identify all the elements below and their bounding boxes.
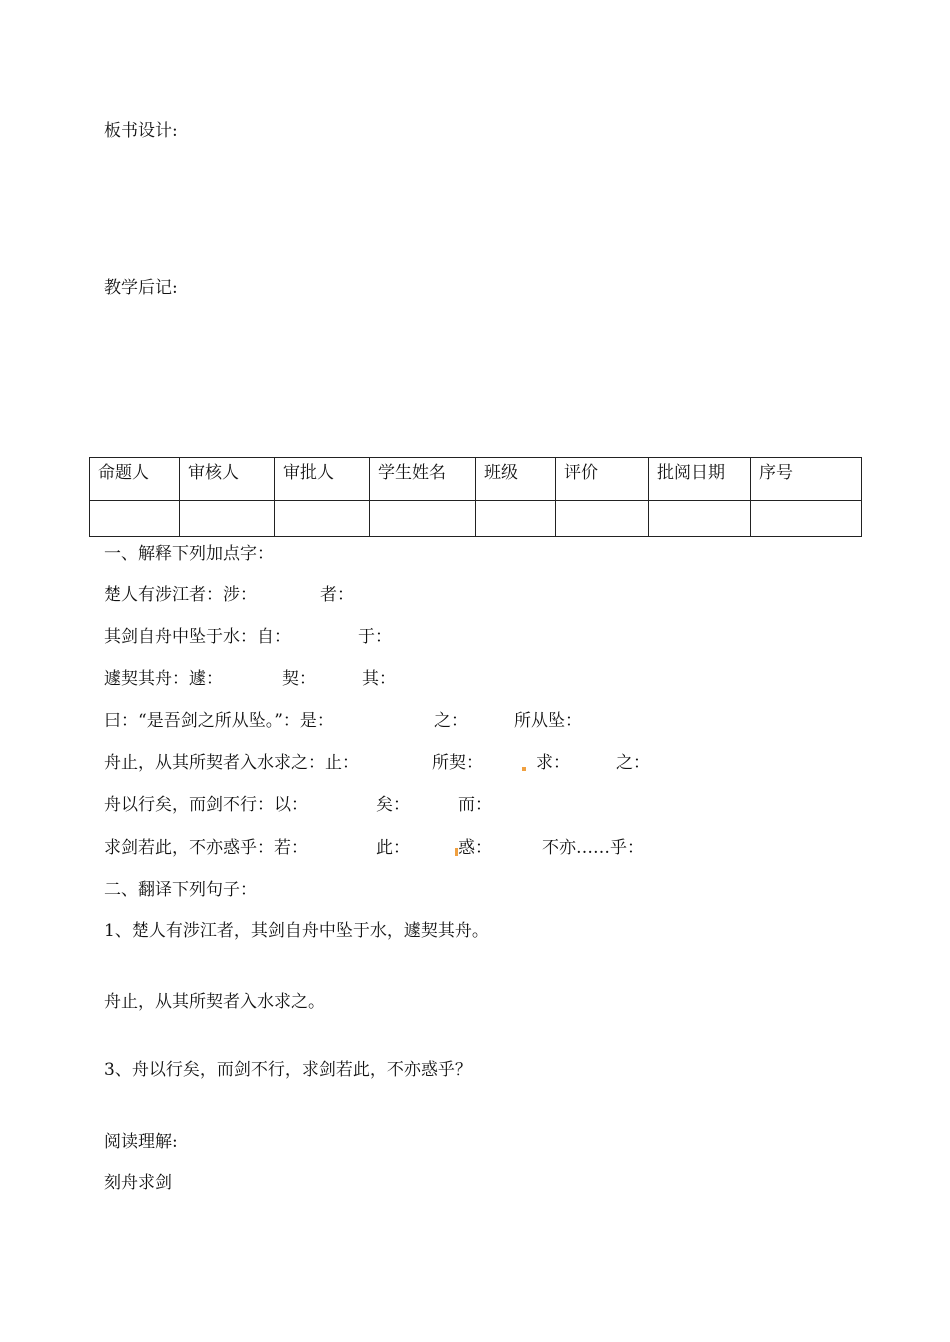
exercise-blank: 者： — [320, 585, 354, 605]
table-header-cell: 批阅日期 — [649, 458, 751, 501]
exercise-prompt: 其剑自舟中坠于水：自： — [104, 627, 291, 647]
exercise-blank: 其： — [362, 669, 396, 689]
approval-table-header-row — [90, 458, 862, 501]
exercise-blank: 所从坠： — [514, 711, 582, 731]
board-design-label: 板书设计: — [104, 121, 178, 141]
table-header-cell: 学生姓名 — [370, 458, 476, 501]
table-header-cell: 审批人 — [275, 458, 370, 501]
translation-sentence: 舟止，从其所契者入水求之。 — [104, 992, 325, 1012]
table-header-cell: 审核人 — [180, 458, 275, 501]
exercise-blank: 惑： — [458, 838, 492, 858]
table-cell[interactable] — [751, 501, 862, 537]
section1-title: 一、解释下列加点字： — [104, 544, 274, 564]
table-cell[interactable] — [275, 501, 370, 537]
exercise-prompt: 遽契其舟：遽： — [104, 669, 223, 689]
table-header-cell: 命题人 — [90, 458, 180, 501]
exercise-blank: 契： — [282, 669, 316, 689]
table-cell[interactable] — [476, 501, 556, 537]
exercise-prompt: 求剑若此，不亦惑乎：若： — [104, 838, 308, 858]
table-header-cell: 评价 — [556, 458, 649, 501]
exercise-blank: 所契： — [432, 753, 483, 773]
exercise-blank: 而： — [458, 795, 492, 815]
exercise-prompt: 舟以行矣，而剑不行：以： — [104, 795, 308, 815]
table-cell[interactable] — [90, 501, 180, 537]
exercise-blank: 矣： — [376, 795, 410, 815]
table-cell[interactable] — [649, 501, 751, 537]
reading-title: 刻舟求剑 — [104, 1173, 172, 1193]
table-header-cell: 班级 — [476, 458, 556, 501]
table-cell[interactable] — [180, 501, 275, 537]
translation-sentence: 3、舟以行矣，而剑不行，求剑若此，不亦惑乎？ — [104, 1060, 472, 1080]
exercise-prompt: 曰：“是吾剑之所从坠。”：是： — [104, 711, 334, 731]
exercise-prompt: 舟止，从其所契者入水求之：止： — [104, 753, 359, 773]
exercise-blank: 求： — [536, 753, 570, 773]
section2-title: 二、翻译下列句子： — [104, 880, 257, 900]
exercise-prompt: 楚人有涉江者：涉： — [104, 585, 257, 605]
exercise-blank: 此： — [376, 838, 410, 858]
approval-table — [89, 457, 862, 537]
approval-table-blank-row — [90, 501, 862, 537]
exercise-blank: 之： — [434, 711, 468, 731]
exercise-blank: 不亦……乎： — [542, 838, 644, 858]
teaching-notes-label: 教学后记: — [104, 278, 178, 298]
table-cell[interactable] — [556, 501, 649, 537]
table-cell[interactable] — [370, 501, 476, 537]
exercise-blank: 于： — [358, 627, 392, 647]
exercise-blank: 之： — [616, 753, 650, 773]
reading-label: 阅读理解: — [104, 1132, 178, 1152]
translation-sentence: 1、楚人有涉江者，其剑自舟中坠于水，遽契其舟。 — [104, 921, 489, 941]
highlight-mark — [522, 767, 526, 771]
table-header-cell: 序号 — [751, 458, 862, 501]
highlight-mark — [455, 848, 458, 856]
